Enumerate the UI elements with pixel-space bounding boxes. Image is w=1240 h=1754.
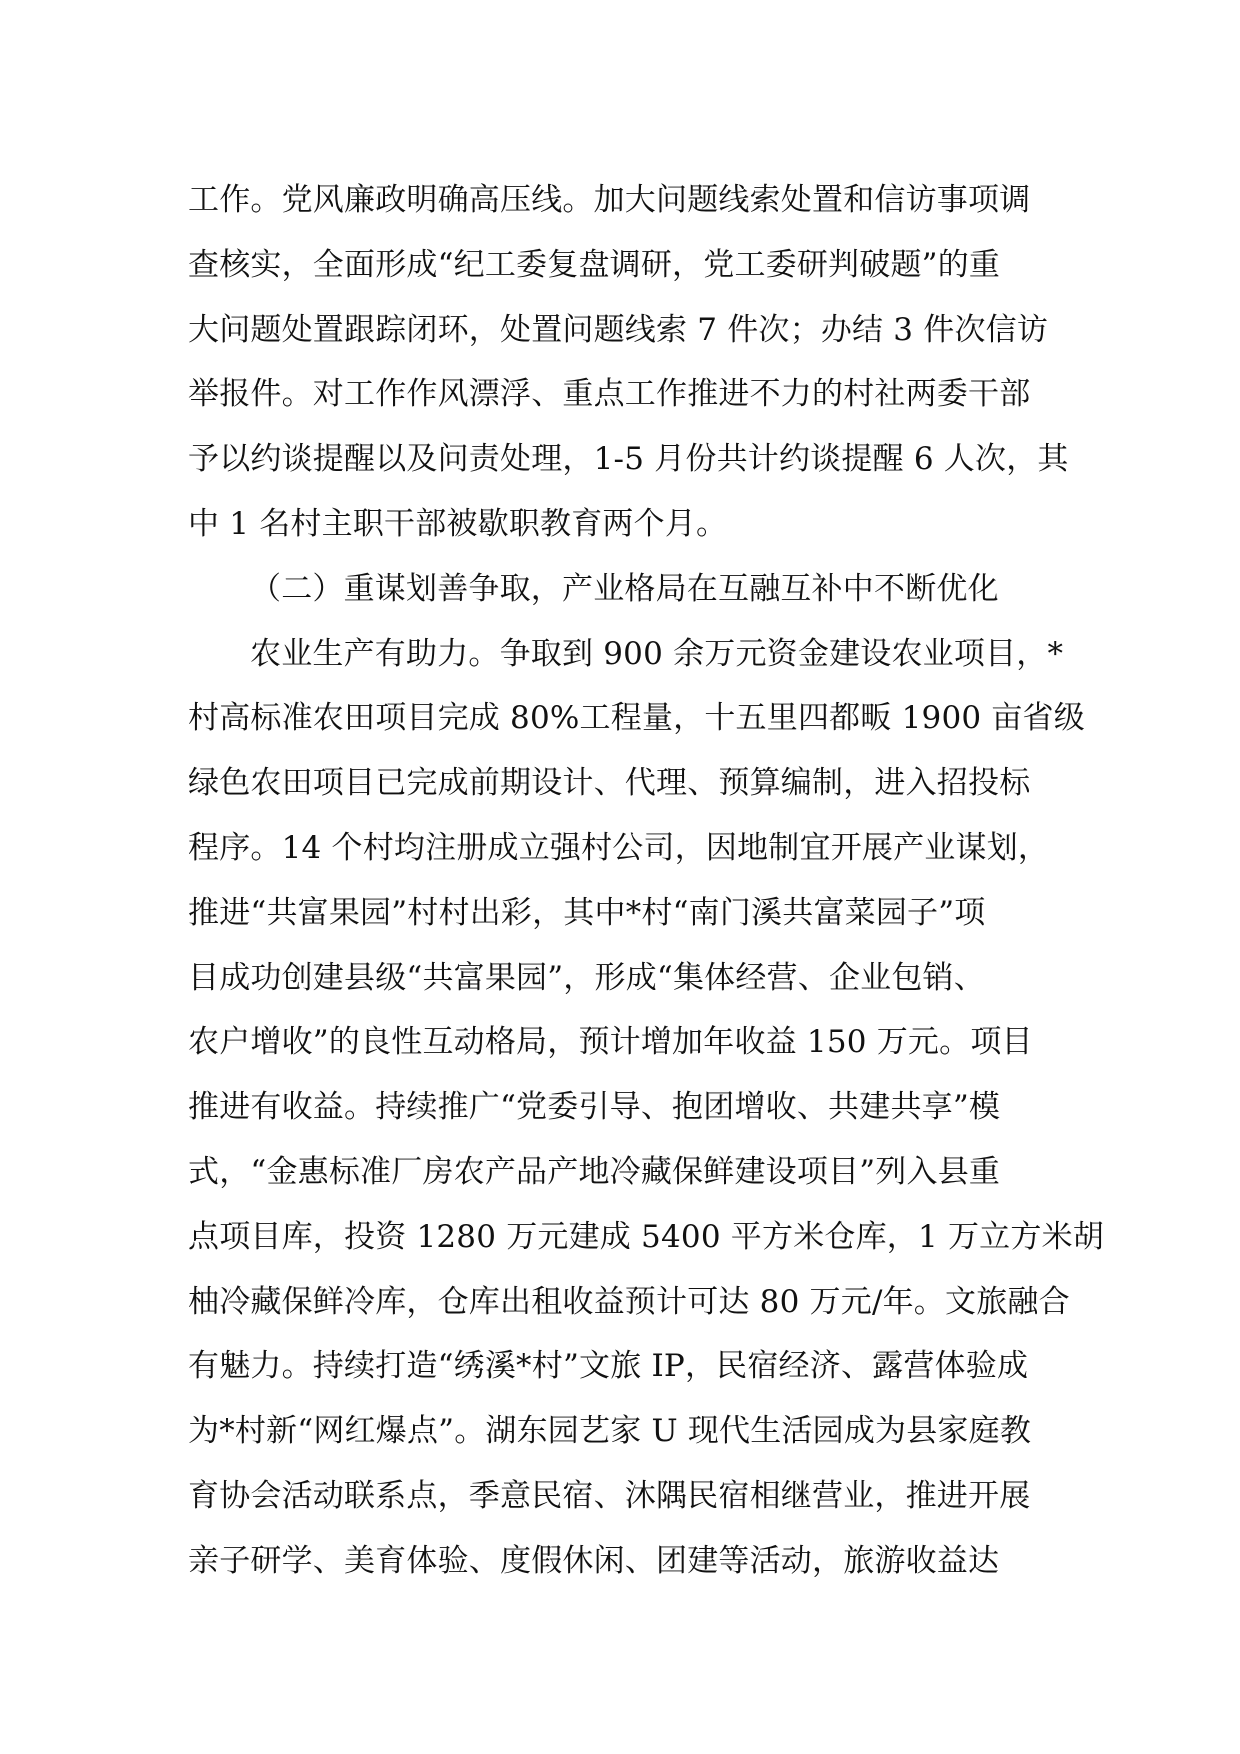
paragraph-line: 村高标准农田项目完成 80%工程量，十五里四都畈 1900 亩省级 bbox=[188, 700, 1085, 737]
paragraph-line: 程序。14 个村均注册成立强村公司，因地制宜开展产业谋划， bbox=[188, 829, 1050, 866]
paragraph-line: 目成功创建县级“共富果园”，形成“集体经营、企业包销、 bbox=[188, 959, 985, 996]
paragraph-line: 推进有收益。持续推广“党委引导、抱团增收、共建共享”模 bbox=[188, 1089, 1001, 1126]
paragraph-line: 农业生产有助力。争取到 900 余万元资金建设农业项目，* bbox=[250, 635, 1064, 672]
section-heading: （二）重谋划善争取，产业格局在互融互补中不断优化 bbox=[250, 570, 999, 607]
paragraph-line: 柚冷藏保鲜冷库，仓库出租收益预计可达 80 万元/年。文旅融合 bbox=[188, 1283, 1070, 1320]
paragraph-line: 点项目库，投资 1280 万元建成 5400 平方米仓库，1 万立方米胡 bbox=[188, 1218, 1104, 1255]
paragraph-line: 绿色农田项目已完成前期设计、代理、预算编制，进入招投标 bbox=[188, 765, 1031, 802]
paragraph-line: 有魅力。持续打造“绣溪*村”文旅 IP，民宿经济、露营体验成 bbox=[188, 1348, 1029, 1385]
document-body bbox=[188, 168, 1104, 1594]
paragraph-line: 农户增收”的良性互动格局，预计增加年收益 150 万元。项目 bbox=[188, 1024, 1033, 1061]
paragraph-line: 推进“共富果园”村村出彩，其中*村“南门溪共富菜园子”项 bbox=[188, 894, 986, 931]
paragraph-line: 大问题处置跟踪闭环，处置问题线索 7 件次；办结 3 件次信访 bbox=[188, 311, 1049, 348]
paragraph-line: 举报件。对工作作风漂浮、重点工作推进不力的村社两委干部 bbox=[188, 376, 1031, 413]
paragraph-line: 查核实，全面形成“纪工委复盘调研，党工委研判破题”的重 bbox=[188, 246, 1001, 283]
paragraph-line: 中 1 名村主职干部被歇职教育两个月。 bbox=[188, 505, 728, 542]
paragraph-line: 工作。党风廉政明确高压线。加大问题线索处置和信访事项调 bbox=[188, 182, 1031, 218]
paragraph-line: 育协会活动联系点，季意民宿、沐隅民宿相继营业，推进开展 bbox=[188, 1477, 1031, 1514]
paragraph-line: 亲子研学、美育体验、度假休闲、团建等活动，旅游收益达 bbox=[188, 1542, 1000, 1579]
paragraph-line: 式，“金惠标准厂房农产品产地冷藏保鲜建设项目”列入县重 bbox=[188, 1153, 1001, 1190]
paragraph-line: 予以约谈提醒以及问责处理，1-5 月份共计约谈提醒 6 人次，其 bbox=[188, 441, 1069, 478]
paragraph-line: 为*村新“网红爆点”。湖东园艺家 U 现代生活园成为县家庭教 bbox=[188, 1413, 1032, 1450]
